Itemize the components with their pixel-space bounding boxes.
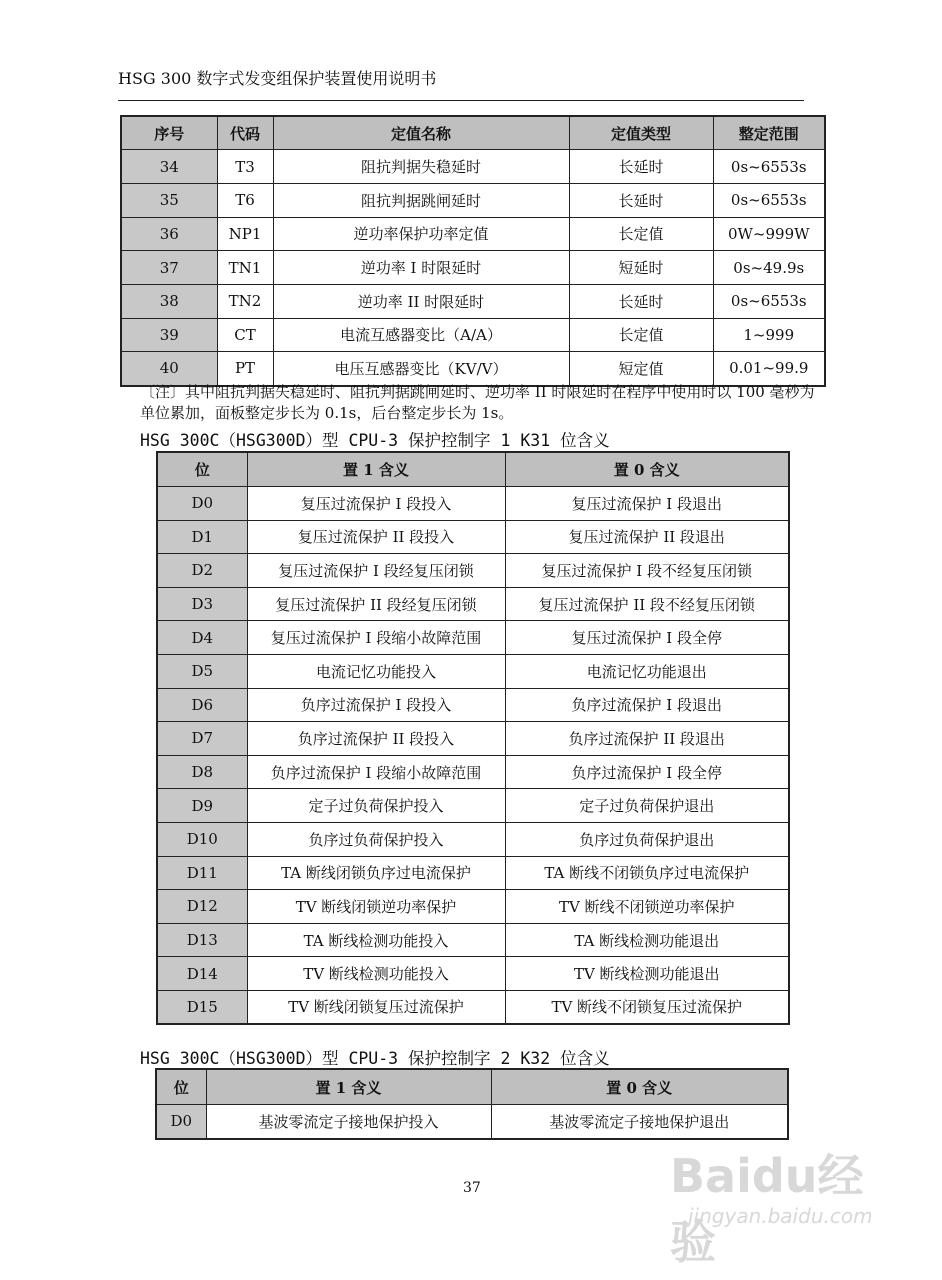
row-index: 37	[121, 251, 217, 285]
row-name: 阻抗判据跳闸延时	[273, 183, 569, 217]
row-set1-meaning: 基波零流定子接地保护投入	[206, 1105, 491, 1139]
row-type: 短定值	[569, 352, 713, 386]
table-row	[157, 654, 789, 688]
row-type: 长定值	[569, 217, 713, 251]
table-row	[157, 621, 789, 655]
row-bit: D11	[157, 856, 247, 890]
control-word-k32-table	[155, 1068, 789, 1140]
k31-header-row	[157, 452, 789, 487]
row-set0-meaning: TV 断线不闭锁逆功率保护	[505, 890, 789, 924]
table-row	[157, 923, 789, 957]
row-set1-meaning: TV 断线检测功能投入	[247, 957, 505, 991]
row-bit: D7	[157, 722, 247, 756]
row-code: T6	[217, 183, 273, 217]
table-row	[121, 251, 825, 285]
row-bit: D1	[157, 520, 247, 554]
row-range: 0s~6553s	[713, 150, 825, 184]
table-row	[157, 957, 789, 991]
col-header-range: 整定范围	[713, 116, 825, 150]
row-bit: D2	[157, 554, 247, 588]
row-bit: D6	[157, 688, 247, 722]
row-set0-meaning: 复压过流保护 I 段不经复压闭锁	[505, 554, 789, 588]
table-row	[121, 352, 825, 386]
col-header-bit: 位	[157, 452, 247, 487]
watermark-logo: Baidu经验	[670, 1149, 864, 1269]
col-header-set0: 置 0 含义	[491, 1069, 788, 1105]
row-bit: D14	[157, 957, 247, 991]
row-set1-meaning: TV 断线闭锁逆功率保护	[247, 890, 505, 924]
row-set1-meaning: 负序过流保护 I 段投入	[247, 688, 505, 722]
row-code: T3	[217, 150, 273, 184]
row-bit: D15	[157, 990, 247, 1024]
row-bit: D12	[157, 890, 247, 924]
table-row	[157, 990, 789, 1024]
row-index: 36	[121, 217, 217, 251]
col-header-set0: 置 0 含义	[505, 452, 789, 487]
row-index: 38	[121, 284, 217, 318]
row-set0-meaning: 复压过流保护 I 段退出	[505, 487, 789, 521]
row-bit: D0	[156, 1105, 206, 1139]
row-index: 39	[121, 318, 217, 352]
row-name: 逆功率 II 时限延时	[273, 284, 569, 318]
row-set0-meaning: TV 断线不闭锁复压过流保护	[505, 990, 789, 1024]
page-number: 37	[463, 1180, 481, 1196]
table-row	[121, 318, 825, 352]
row-set1-meaning: TA 断线检测功能投入	[247, 923, 505, 957]
row-bit: D10	[157, 822, 247, 856]
row-name: 电压互感器变比（KV/V）	[273, 352, 569, 386]
row-bit: D9	[157, 789, 247, 823]
table-row	[157, 755, 789, 789]
row-code: TN1	[217, 251, 273, 285]
row-range: 0.01~99.9	[713, 352, 825, 386]
row-range: 0s~6553s	[713, 284, 825, 318]
row-index: 34	[121, 150, 217, 184]
row-bit: D13	[157, 923, 247, 957]
section-title-k31: HSG 300C（HSG300D）型 CPU-3 保护控制字 1 K31 位含义	[140, 431, 610, 450]
row-code: CT	[217, 318, 273, 352]
table-row	[156, 1105, 788, 1139]
row-name: 逆功率保护功率定值	[273, 217, 569, 251]
col-header-name: 定值名称	[273, 116, 569, 150]
row-set1-meaning: 复压过流保护 I 段经复压闭锁	[247, 554, 505, 588]
row-range: 0s~49.9s	[713, 251, 825, 285]
table-row	[121, 150, 825, 184]
k32-header-row	[156, 1069, 788, 1105]
row-set0-meaning: 复压过流保护 II 段不经复压闭锁	[505, 587, 789, 621]
settings-table-header-row	[121, 116, 825, 150]
row-set1-meaning: TV 断线闭锁复压过流保护	[247, 990, 505, 1024]
row-set0-meaning: 复压过流保护 II 段退出	[505, 520, 789, 554]
table-row	[157, 890, 789, 924]
row-bit: D8	[157, 755, 247, 789]
row-set1-meaning: 复压过流保护 II 段投入	[247, 520, 505, 554]
table-row	[121, 183, 825, 217]
table-row	[121, 284, 825, 318]
row-name: 阻抗判据失稳延时	[273, 150, 569, 184]
table-row	[157, 789, 789, 823]
col-header-bit: 位	[156, 1069, 206, 1105]
table-row	[157, 856, 789, 890]
col-header-set1: 置 1 含义	[247, 452, 505, 487]
row-index: 35	[121, 183, 217, 217]
row-index: 40	[121, 352, 217, 386]
row-type: 长延时	[569, 284, 713, 318]
row-set1-meaning: 负序过流保护 II 段投入	[247, 722, 505, 756]
table-row	[157, 487, 789, 521]
row-set0-meaning: 负序过流保护 II 段退出	[505, 722, 789, 756]
control-word-k31-table	[156, 451, 790, 1025]
row-type: 长延时	[569, 150, 713, 184]
row-set1-meaning: 复压过流保护 I 段缩小故障范围	[247, 621, 505, 655]
row-set0-meaning: TV 断线检测功能退出	[505, 957, 789, 991]
row-set1-meaning: 定子过负荷保护投入	[247, 789, 505, 823]
watermark	[670, 1140, 900, 1269]
table-row	[157, 688, 789, 722]
row-set1-meaning: 负序过负荷保护投入	[247, 822, 505, 856]
row-set0-meaning: 定子过负荷保护退出	[505, 789, 789, 823]
row-set0-meaning: TA 断线检测功能退出	[505, 923, 789, 957]
row-range: 1~999	[713, 318, 825, 352]
row-type: 长定值	[569, 318, 713, 352]
row-code: TN2	[217, 284, 273, 318]
row-code: PT	[217, 352, 273, 386]
row-bit: D0	[157, 487, 247, 521]
row-set1-meaning: 复压过流保护 I 段投入	[247, 487, 505, 521]
col-header-code: 代码	[217, 116, 273, 150]
table-row	[157, 722, 789, 756]
settings-table	[120, 115, 826, 387]
row-set0-meaning: 负序过流保护 I 段退出	[505, 688, 789, 722]
watermark-url: jingyan.baidu.com	[688, 1204, 873, 1228]
row-set1-meaning: 电流记忆功能投入	[247, 654, 505, 688]
row-set0-meaning: TA 断线不闭锁负序过电流保护	[505, 856, 789, 890]
row-bit: D5	[157, 654, 247, 688]
col-header-index: 序号	[121, 116, 217, 150]
table-row	[157, 822, 789, 856]
table-row	[157, 587, 789, 621]
row-set0-meaning: 基波零流定子接地保护退出	[491, 1105, 788, 1139]
document-header: HSG 300 数字式发变组保护装置使用说明书	[118, 69, 437, 88]
row-type: 长延时	[569, 183, 713, 217]
table-note: 〔注〕其中阻抗判据失稳延时、阻抗判据跳闸延时、逆功率 II 时限延时在程序中使用时以 100 毫秒为单位累加，面板整定步长为 0.1s，后台整定步长为 1s。	[140, 383, 815, 422]
row-set0-meaning: 电流记忆功能退出	[505, 654, 789, 688]
row-name: 逆功率 I 时限延时	[273, 251, 569, 285]
section-title-k32: HSG 300C（HSG300D）型 CPU-3 保护控制字 2 K32 位含义	[140, 1049, 610, 1068]
row-name: 电流互感器变比（A/A）	[273, 318, 569, 352]
row-set0-meaning: 负序过流保护 I 段全停	[505, 755, 789, 789]
col-header-set1: 置 1 含义	[206, 1069, 491, 1105]
row-set0-meaning: 复压过流保护 I 段全停	[505, 621, 789, 655]
row-type: 短延时	[569, 251, 713, 285]
table-row	[121, 217, 825, 251]
header-rule	[118, 100, 804, 101]
row-set1-meaning: 负序过流保护 I 段缩小故障范围	[247, 755, 505, 789]
row-set1-meaning: TA 断线闭锁负序过电流保护	[247, 856, 505, 890]
row-set1-meaning: 复压过流保护 II 段经复压闭锁	[247, 587, 505, 621]
row-bit: D4	[157, 621, 247, 655]
row-range: 0s~6553s	[713, 183, 825, 217]
col-header-type: 定值类型	[569, 116, 713, 150]
table-row	[157, 554, 789, 588]
row-bit: D3	[157, 587, 247, 621]
row-set0-meaning: 负序过负荷保护退出	[505, 822, 789, 856]
row-code: NP1	[217, 217, 273, 251]
row-range: 0W~999W	[713, 217, 825, 251]
table-row	[157, 520, 789, 554]
